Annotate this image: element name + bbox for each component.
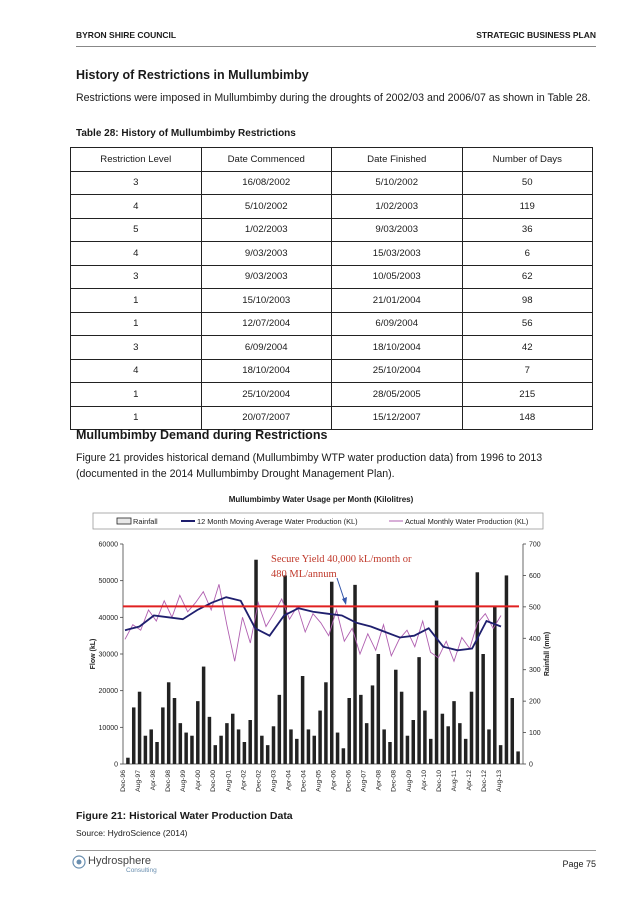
y2-tick-label: 600	[529, 572, 541, 580]
restrictions-table	[70, 147, 593, 430]
logo-text: Hydrosphere	[88, 855, 151, 867]
rainfall-bar	[458, 723, 461, 764]
y-axis-label: Flow (kL)	[90, 638, 97, 670]
rainfall-bar	[126, 758, 129, 764]
rainfall-bar	[487, 729, 490, 764]
table-row	[71, 406, 593, 430]
secure-yield-annotation: 480 ML/annum	[271, 569, 337, 580]
table-cell: 25/10/2004	[332, 359, 463, 383]
table-row	[71, 171, 593, 195]
rainfall-bar	[219, 736, 222, 764]
rainfall-bar	[347, 698, 350, 764]
y2-tick-label: 0	[529, 761, 533, 769]
rainfall-bar	[423, 711, 426, 764]
rainfall-bar	[248, 720, 251, 764]
x-tick-label: Aug-09	[405, 770, 413, 792]
x-tick-label: Apr-08	[375, 770, 383, 791]
table-cell: 215	[462, 383, 593, 407]
table-row	[71, 336, 593, 360]
table-cell: 148	[462, 406, 593, 430]
table-cell: 119	[462, 195, 593, 219]
y2-tick-label: 700	[529, 541, 541, 549]
rainfall-bar	[400, 692, 403, 764]
x-tick-label: Apr-04	[285, 770, 293, 791]
x-tick-label: Aug-01	[225, 770, 233, 792]
footer-divider	[76, 850, 596, 851]
rainfall-bar	[406, 736, 409, 764]
y2-tick-label: 200	[529, 698, 541, 706]
rainfall-bar	[435, 601, 438, 764]
table-row	[71, 242, 593, 266]
table-cell: 18/10/2004	[332, 336, 463, 360]
x-tick-label: Apr-12	[465, 770, 473, 791]
rainfall-bar	[202, 667, 205, 764]
table-cell: 1	[71, 383, 202, 407]
demand-paragraph: Figure 21 provides historical demand (Mullumbimby WTP water production data) from 1996 to 2013 (documented in the 2014 Mullumbimby Drought Management Plan).	[76, 452, 543, 480]
table-row	[71, 289, 593, 313]
page-number: Page 75	[562, 859, 596, 869]
logo-globe-icon	[72, 855, 86, 869]
rainfall-bar	[324, 682, 327, 764]
x-tick-label: Aug-13	[496, 770, 503, 792]
table-cell: 6/09/2004	[332, 312, 463, 336]
x-tick-label: Dec-08	[390, 770, 398, 792]
y2-tick-label: 100	[529, 730, 541, 738]
rainfall-bar	[289, 729, 292, 764]
table-cell: 5/10/2002	[201, 195, 332, 219]
x-tick-label: Dec-06	[345, 770, 353, 792]
rainfall-bar	[441, 714, 444, 764]
rainfall-bar	[499, 745, 502, 764]
x-tick-label: Aug-05	[315, 770, 323, 792]
table-cell: 1/02/2003	[332, 195, 463, 219]
rainfall-bar	[231, 714, 234, 764]
rainfall-bar	[313, 736, 316, 764]
rainfall-bar	[388, 742, 391, 764]
table-body	[71, 171, 593, 430]
table-row	[71, 195, 593, 219]
x-tick-label: Aug-99	[180, 770, 188, 792]
rainfall-bar	[184, 733, 187, 764]
y2-tick-label: 500	[529, 604, 541, 612]
table-cell: 56	[462, 312, 593, 336]
table-row	[71, 312, 593, 336]
rainfall-bar	[493, 607, 496, 764]
actual-monthly-line	[125, 584, 501, 661]
rainfall-bar	[132, 707, 135, 764]
table-row	[71, 218, 593, 242]
rainfall-bar	[464, 739, 467, 764]
table-cell: 3	[71, 336, 202, 360]
table-caption: Table 28: History of Mullumbimby Restrictions	[76, 128, 296, 139]
rainfall-bar	[173, 698, 176, 764]
rainfall-bar	[278, 695, 281, 764]
x-tick-label: Dec-10	[435, 770, 443, 792]
y-tick-label: 30000	[98, 651, 118, 659]
table-cell: 12/07/2004	[201, 312, 332, 336]
table-cell: 20/07/2007	[201, 406, 332, 430]
y-tick-label: 40000	[98, 614, 118, 622]
rainfall-bar	[254, 560, 257, 764]
table-cell: 4	[71, 195, 202, 219]
rainfall-bar	[429, 739, 432, 764]
x-tick-label: Aug-03	[270, 770, 278, 792]
annotation-arrow-head	[342, 597, 347, 605]
y-tick-label: 20000	[98, 688, 118, 696]
rainfall-bar	[417, 657, 420, 764]
x-tick-label: Dec-12	[480, 770, 488, 792]
rainfall-bar	[155, 742, 158, 764]
table-cell: 15/10/2003	[201, 289, 332, 313]
table-cell: 36	[462, 218, 593, 242]
rainfall-bar	[190, 736, 193, 764]
x-tick-label: Apr-00	[195, 770, 203, 791]
x-tick-label: Dec-00	[210, 770, 218, 792]
table-cell: 4	[71, 359, 202, 383]
rainfall-bar	[342, 748, 345, 764]
legend-entry: Rainfall	[133, 517, 158, 526]
x-tick-label: Apr-02	[240, 770, 248, 791]
section-heading-demand: Mullumbimby Demand during Restrictions	[76, 428, 328, 442]
table-cell: 1/02/2003	[201, 218, 332, 242]
y-tick-label: 50000	[98, 578, 118, 586]
table-cell: 15/12/2007	[332, 406, 463, 430]
y-tick-label: 0	[114, 761, 118, 769]
table-cell: 1	[71, 312, 202, 336]
rainfall-bar	[237, 729, 240, 764]
x-tick-label: Dec-02	[255, 770, 263, 792]
water-usage-chart	[85, 508, 555, 803]
rainfall-bar	[196, 701, 199, 764]
rainfall-bar	[481, 654, 484, 764]
table-cell: 5/10/2002	[332, 171, 463, 195]
rainfall-bar	[272, 726, 275, 764]
rainfall-bar	[382, 729, 385, 764]
rainfall-bar	[260, 736, 263, 764]
figure-source: Source: HydroScience (2014)	[76, 828, 188, 838]
chart-title: Mullumbimby Water Usage per Month (Kilolitres)	[228, 495, 414, 504]
table-cell: 21/01/2004	[332, 289, 463, 313]
rainfall-bar	[505, 575, 508, 764]
rainfall-bar	[353, 585, 356, 764]
rainfall-bar	[208, 717, 211, 764]
table-cell: 3	[71, 171, 202, 195]
rainfall-bar	[452, 701, 455, 764]
legend-rain-swatch	[117, 518, 131, 524]
table-cell: 7	[462, 359, 593, 383]
rainfall-bar	[225, 723, 228, 764]
x-tick-label: Dec-98	[165, 770, 173, 792]
section-heading-restrictions: History of Restrictions in Mullumbimby	[76, 68, 309, 82]
hydrosphere-logo	[72, 853, 192, 877]
x-tick-label: Apr-98	[150, 770, 158, 791]
table-cell: 16/08/2002	[201, 171, 332, 195]
table-header-row	[71, 148, 593, 172]
y2-tick-label: 300	[529, 667, 541, 675]
table-cell: 98	[462, 289, 593, 313]
x-tick-label: Aug-11	[450, 770, 458, 792]
rainfall-bar	[295, 739, 298, 764]
x-tick-label: Apr-10	[420, 770, 428, 791]
moving-average-line	[125, 597, 501, 650]
rainfall-bar	[301, 676, 304, 764]
rainfall-bar	[516, 751, 519, 764]
table-row	[71, 265, 593, 289]
rainfall-bar	[138, 692, 141, 764]
rainfall-bar	[149, 729, 152, 764]
rainfall-bar	[330, 582, 333, 764]
rainfall-bar	[144, 736, 147, 764]
rainfall-bar	[243, 742, 246, 764]
y2-tick-label: 400	[529, 635, 541, 643]
page-header	[76, 30, 596, 47]
header-org: BYRON SHIRE COUNCIL	[76, 30, 177, 40]
table-cell: 3	[71, 265, 202, 289]
figure-caption: Figure 21: Historical Water Production Data	[76, 810, 293, 822]
secure-yield-annotation: Secure Yield 40,000 kL/month or	[271, 554, 412, 565]
rainfall-bar	[412, 720, 415, 764]
rainfall-bar	[161, 707, 164, 764]
table-cell: 42	[462, 336, 593, 360]
y-tick-label: 60000	[98, 541, 118, 549]
rainfall-bar	[511, 698, 514, 764]
table-row	[71, 359, 593, 383]
table-cell: 1	[71, 289, 202, 313]
x-tick-label: Dec-04	[300, 770, 308, 792]
rainfall-bar	[371, 685, 374, 764]
rainfall-bar	[470, 692, 473, 764]
table-header-cell: Number of Days	[462, 148, 593, 172]
rainfall-bar	[377, 654, 380, 764]
table-cell: 6/09/2004	[201, 336, 332, 360]
table-header-cell: Restriction Level	[71, 148, 202, 172]
rainfall-bar	[307, 729, 310, 764]
x-tick-label: Apr-06	[330, 770, 338, 791]
header-doc-title: STRATEGIC BUSINESS PLAN	[476, 30, 596, 40]
x-tick-label: Aug-07	[360, 770, 368, 792]
table-cell: 18/10/2004	[201, 359, 332, 383]
table-cell: 6	[462, 242, 593, 266]
table-cell: 1	[71, 406, 202, 430]
legend-entry: Actual Monthly Water Production (KL)	[405, 517, 529, 526]
rainfall-bar	[214, 745, 217, 764]
restrictions-paragraph: Restrictions were imposed in Mullumbimby during the droughts of 2002/03 and 2006/07 as shown in Table 28.	[76, 92, 591, 104]
rainfall-bar	[365, 723, 368, 764]
rainfall-bar	[476, 572, 479, 764]
x-tick-label: Dec-96	[120, 770, 127, 792]
table-cell: 5	[71, 218, 202, 242]
rainfall-bar	[167, 682, 170, 764]
y2-axis-label: Rainfall (mm)	[544, 631, 551, 677]
rainfall-bar	[359, 695, 362, 764]
x-tick-label: Aug-97	[135, 770, 143, 792]
table-header-cell: Date Commenced	[201, 148, 332, 172]
table-cell: 9/03/2003	[332, 218, 463, 242]
rainfall-bar	[446, 726, 449, 764]
rainfall-bar	[266, 745, 269, 764]
table-cell: 9/03/2003	[201, 265, 332, 289]
table-cell: 4	[71, 242, 202, 266]
table-cell: 62	[462, 265, 593, 289]
legend-entry: 12 Month Moving Average Water Production (KL)	[197, 517, 358, 526]
table-cell: 15/03/2003	[332, 242, 463, 266]
table-cell: 10/05/2003	[332, 265, 463, 289]
rainfall-bar	[394, 670, 397, 764]
table-cell: 25/10/2004	[201, 383, 332, 407]
table-cell: 28/05/2005	[332, 383, 463, 407]
table-cell: 50	[462, 171, 593, 195]
rainfall-bar	[318, 711, 321, 764]
rainfall-bar	[336, 733, 339, 764]
rainfall-bar	[179, 723, 182, 764]
logo-subtext: Consulting	[126, 867, 157, 874]
table-cell: 9/03/2003	[201, 242, 332, 266]
table-row	[71, 383, 593, 407]
y-tick-label: 10000	[98, 724, 118, 732]
table-header-cell: Date Finished	[332, 148, 463, 172]
